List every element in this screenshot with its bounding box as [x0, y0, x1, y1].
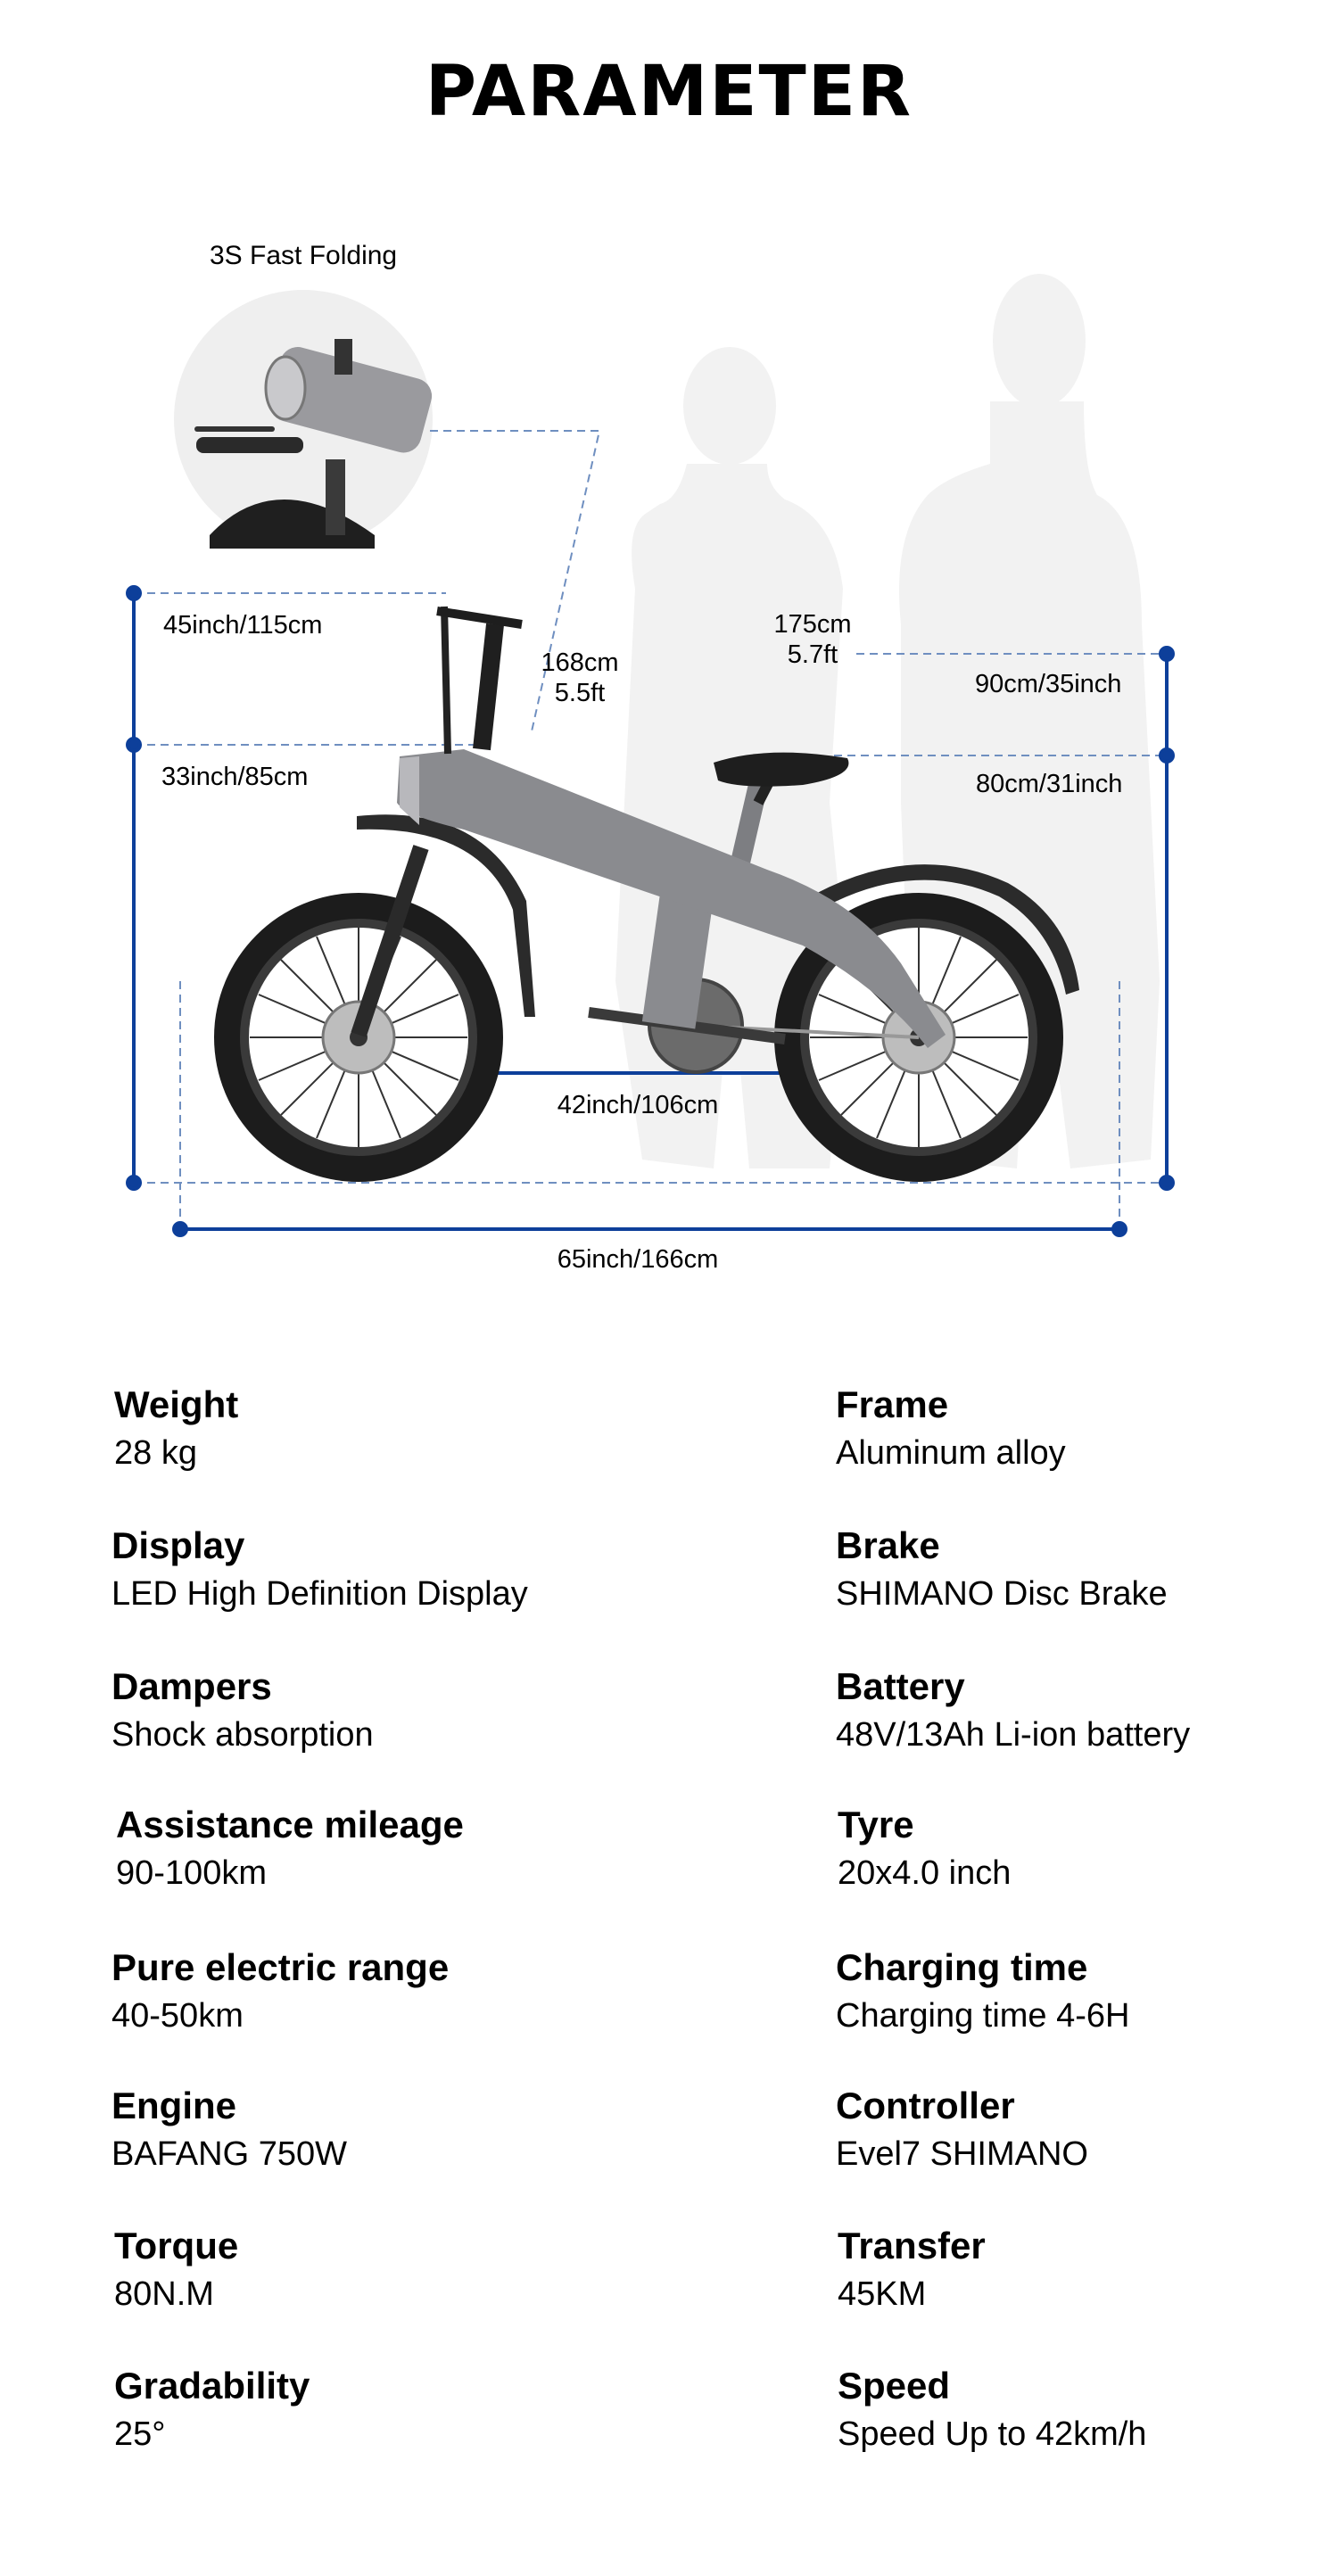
spec-label: Assistance mileage: [116, 1804, 464, 1845]
spec-value: 20x4.0 inch: [838, 1854, 1012, 1892]
spec-value: Evel7 SHIMANO: [836, 2135, 1088, 2173]
dimension-label-wheelbase: 42inch/106cm: [557, 1091, 719, 1119]
dimension-label-right-upper: 90cm/35inch: [975, 670, 1122, 698]
person-tall-height-ft: 5.7ft: [787, 640, 838, 669]
spec-label: Dampers: [112, 1665, 272, 1707]
spec-value: 40-50km: [112, 1997, 244, 2035]
dimension-label-total-length: 65inch/166cm: [557, 1245, 719, 1274]
spec-label: Gradability: [114, 2365, 310, 2407]
spec-gradability: [114, 2364, 310, 2455]
spec-label: Speed: [838, 2365, 951, 2407]
spec-label: Tyre: [838, 1804, 914, 1845]
front-wheel: [214, 893, 503, 1182]
spec-label: Weight: [114, 1383, 239, 1425]
spec-label: Frame: [836, 1383, 949, 1425]
spec-speed: [838, 2364, 1146, 2455]
person-short-height-ft: 5.5ft: [554, 679, 606, 707]
spec-value: 90-100km: [116, 1854, 267, 1892]
person-tall-height-cm: 175cm: [773, 610, 852, 639]
spec-frame: [836, 1383, 1066, 1474]
spec-label: Battery: [836, 1665, 965, 1707]
spec-display: [112, 1523, 528, 1614]
spec-value: 45KM: [838, 2275, 927, 2313]
spec-torque: [114, 2224, 238, 2315]
spec-label: Engine: [112, 2085, 237, 2126]
spec-value: 28 kg: [114, 1434, 197, 1472]
page-title: PARAMETER: [425, 52, 913, 132]
person-short-height: [526, 648, 633, 708]
spec-charging-time: [836, 1945, 1129, 2036]
spec-value: Aluminum alloy: [836, 1434, 1066, 1472]
spec-value: LED High Definition Display: [112, 1575, 528, 1613]
spec-value: 80N.M: [114, 2275, 214, 2313]
person-tall-height: [759, 609, 866, 670]
spec-transfer: [838, 2224, 986, 2315]
spec-label: Controller: [836, 2085, 1015, 2126]
folding-callout-label: 3S Fast Folding: [210, 241, 398, 270]
dimension-label-handlebar-height: 45inch/115cm: [163, 611, 323, 640]
spec-label: Transfer: [838, 2225, 986, 2266]
spec-pure-electric-range: [112, 1945, 449, 2036]
spec-value: 48V/13Ah Li-ion battery: [836, 1716, 1191, 1754]
spec-value: Speed Up to 42km/h: [838, 2415, 1147, 2453]
spec-battery: [836, 1664, 1190, 1755]
spec-tyre: [838, 1803, 1011, 1894]
spec-value: BAFANG 750W: [112, 2135, 347, 2173]
spec-assistance-mileage: [116, 1803, 464, 1894]
spec-brake: [836, 1523, 1168, 1614]
dimension-label-saddle-height: 33inch/85cm: [161, 763, 309, 791]
person-short-height-cm: 168cm: [541, 648, 619, 677]
spec-label: Charging time: [836, 1946, 1088, 1988]
spec-value: SHIMANO Disc Brake: [836, 1575, 1168, 1613]
spec-controller: [836, 2084, 1088, 2175]
spec-dampers: [112, 1664, 374, 1755]
spec-label: Torque: [114, 2225, 239, 2266]
spec-label: Brake: [836, 1524, 940, 1566]
folding-detail-circle: [174, 290, 436, 549]
dimension-label-right-lower: 80cm/31inch: [976, 770, 1123, 798]
spec-weight: [114, 1383, 238, 1474]
spec-label: Pure electric range: [112, 1946, 450, 1988]
spec-engine: [112, 2084, 347, 2175]
spec-value: Shock absorption: [112, 1716, 374, 1754]
spec-label: Display: [112, 1524, 245, 1566]
spec-value: 25°: [114, 2415, 166, 2453]
spec-value: Charging time 4-6H: [836, 1997, 1130, 2035]
